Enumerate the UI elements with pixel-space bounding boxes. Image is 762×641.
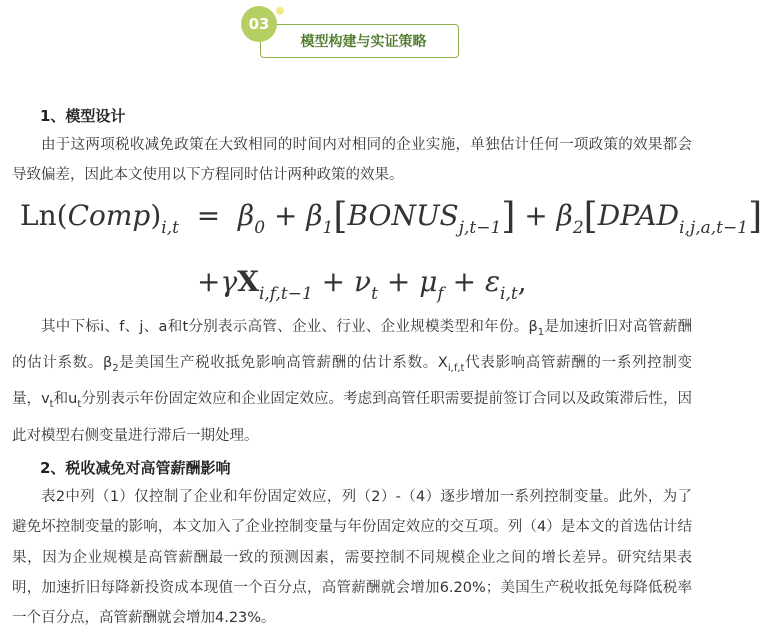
eq-plus: + [524, 199, 548, 232]
eq-beta1-sub: 1 [322, 218, 334, 238]
equation-line-2 [197, 265, 527, 304]
section-number-badge: 03 [241, 6, 277, 42]
explanation-sub: 1 [537, 326, 545, 338]
eq-plus: + [452, 265, 477, 298]
eq-dpad-sub: i,j,a,t−1 [679, 218, 749, 238]
eq-nu-sub: t [371, 284, 378, 304]
eq-dpad: DPAD [597, 199, 680, 232]
eq-nu: ν [354, 265, 372, 298]
explanation-sub: t [49, 399, 54, 411]
eq-bracket-open: [ [583, 196, 598, 237]
explanation-text: 其中下标i、f、j、a和t分别表示高管、企业、行业、企业规模类型和年份。β [41, 319, 538, 335]
eq-paren-close: ) [150, 199, 162, 232]
eq-comp: Comp [67, 199, 151, 232]
explanation-text: 分别表示年份固定效应和企业固定效应。考虑到高管任职需要提前签订合同以及政策滞后性，因此对模型右侧变量进行滞后一期处理。 [12, 391, 692, 444]
section-title: 模型构建与实证策略 [300, 34, 427, 50]
model-design-heading: 1、模型设计 [40, 107, 126, 125]
explanation-text: 和u [53, 391, 78, 408]
eq-bracket-open: [ [333, 196, 348, 237]
eq-mu: μ [419, 265, 438, 298]
eq-bracket-close: ] [501, 196, 516, 237]
explanation-sub: i,f,t [447, 363, 465, 375]
eq-bonus: BONUS [347, 199, 459, 232]
eq-epsilon: ε [484, 265, 501, 298]
eq-bracket-close: ] [748, 196, 762, 237]
eq-beta2-sub: 2 [572, 218, 584, 238]
eq-mu-sub: f [437, 284, 444, 304]
eq-beta0-sub: 0 [254, 218, 266, 238]
eq-ln: Ln( [20, 199, 68, 232]
eq-comma: , [517, 265, 527, 298]
section-title-box [260, 24, 459, 58]
eq-bonus-sub: j,t−1 [458, 218, 502, 238]
eq-beta1: β [306, 199, 323, 232]
eq-plus: + [273, 199, 298, 232]
eq-epsilon-sub: i,t [500, 284, 518, 304]
explanation-sub: t [77, 399, 82, 411]
impact-heading: 2、税收减免对高管薪酬影响 [40, 459, 231, 477]
model-design-intro: 由于这两项税收减免政策在大致相同的时间内对相同的企业实施，单独估计任何一项政策的效果都会导致偏差，因此本文使用以下方程同时估计两种政策的效果。 [12, 137, 692, 184]
eq-plus: + [386, 265, 411, 298]
decorative-dot [276, 7, 284, 15]
explanation-sub: 2 [112, 363, 119, 375]
explanation-text: 是美国生产税收抵免影响高管薪酬的估计系数。X [118, 355, 448, 372]
eq-x-sub: i,f,t−1 [258, 284, 313, 304]
eq-gamma: γ [220, 265, 238, 298]
eq-equals: = [196, 199, 221, 232]
eq-comp-sub: i,t [161, 218, 179, 238]
eq-plus: + [197, 265, 221, 298]
eq-beta2: β [556, 199, 573, 232]
eq-plus: + [321, 265, 346, 298]
explanation-text: 代表影响高管薪酬的一系列控制变量，v [12, 355, 692, 408]
equation-line-1 [20, 196, 762, 238]
impact-paragraph: 表2中列（1）仅控制了企业和年份固定效应，列（2）-（4）逐步增加一系列控制变量。此外，为了避免坏控制变量的影响，本文加入了企业控制变量与年份固定效应的交互项。列（4）是本文的首选估计结果，因为企业规模是高管薪酬最一致的预测因素，需要控制不同规模企业之间的增长差异。研究结果表明，加速折旧每降新投资成本现值一个百分点，高管薪酬就会增加6.20%；美国生产税收抵免每降低税率一个百分点，高管薪酬就会增加4.23%。 [12, 489, 692, 627]
eq-x: X [237, 265, 259, 298]
explanation-text: 是加速折旧对高管薪酬的估计系数。β [12, 319, 693, 372]
eq-beta0: β [238, 199, 255, 232]
explanation-paragraph [12, 312, 692, 451]
